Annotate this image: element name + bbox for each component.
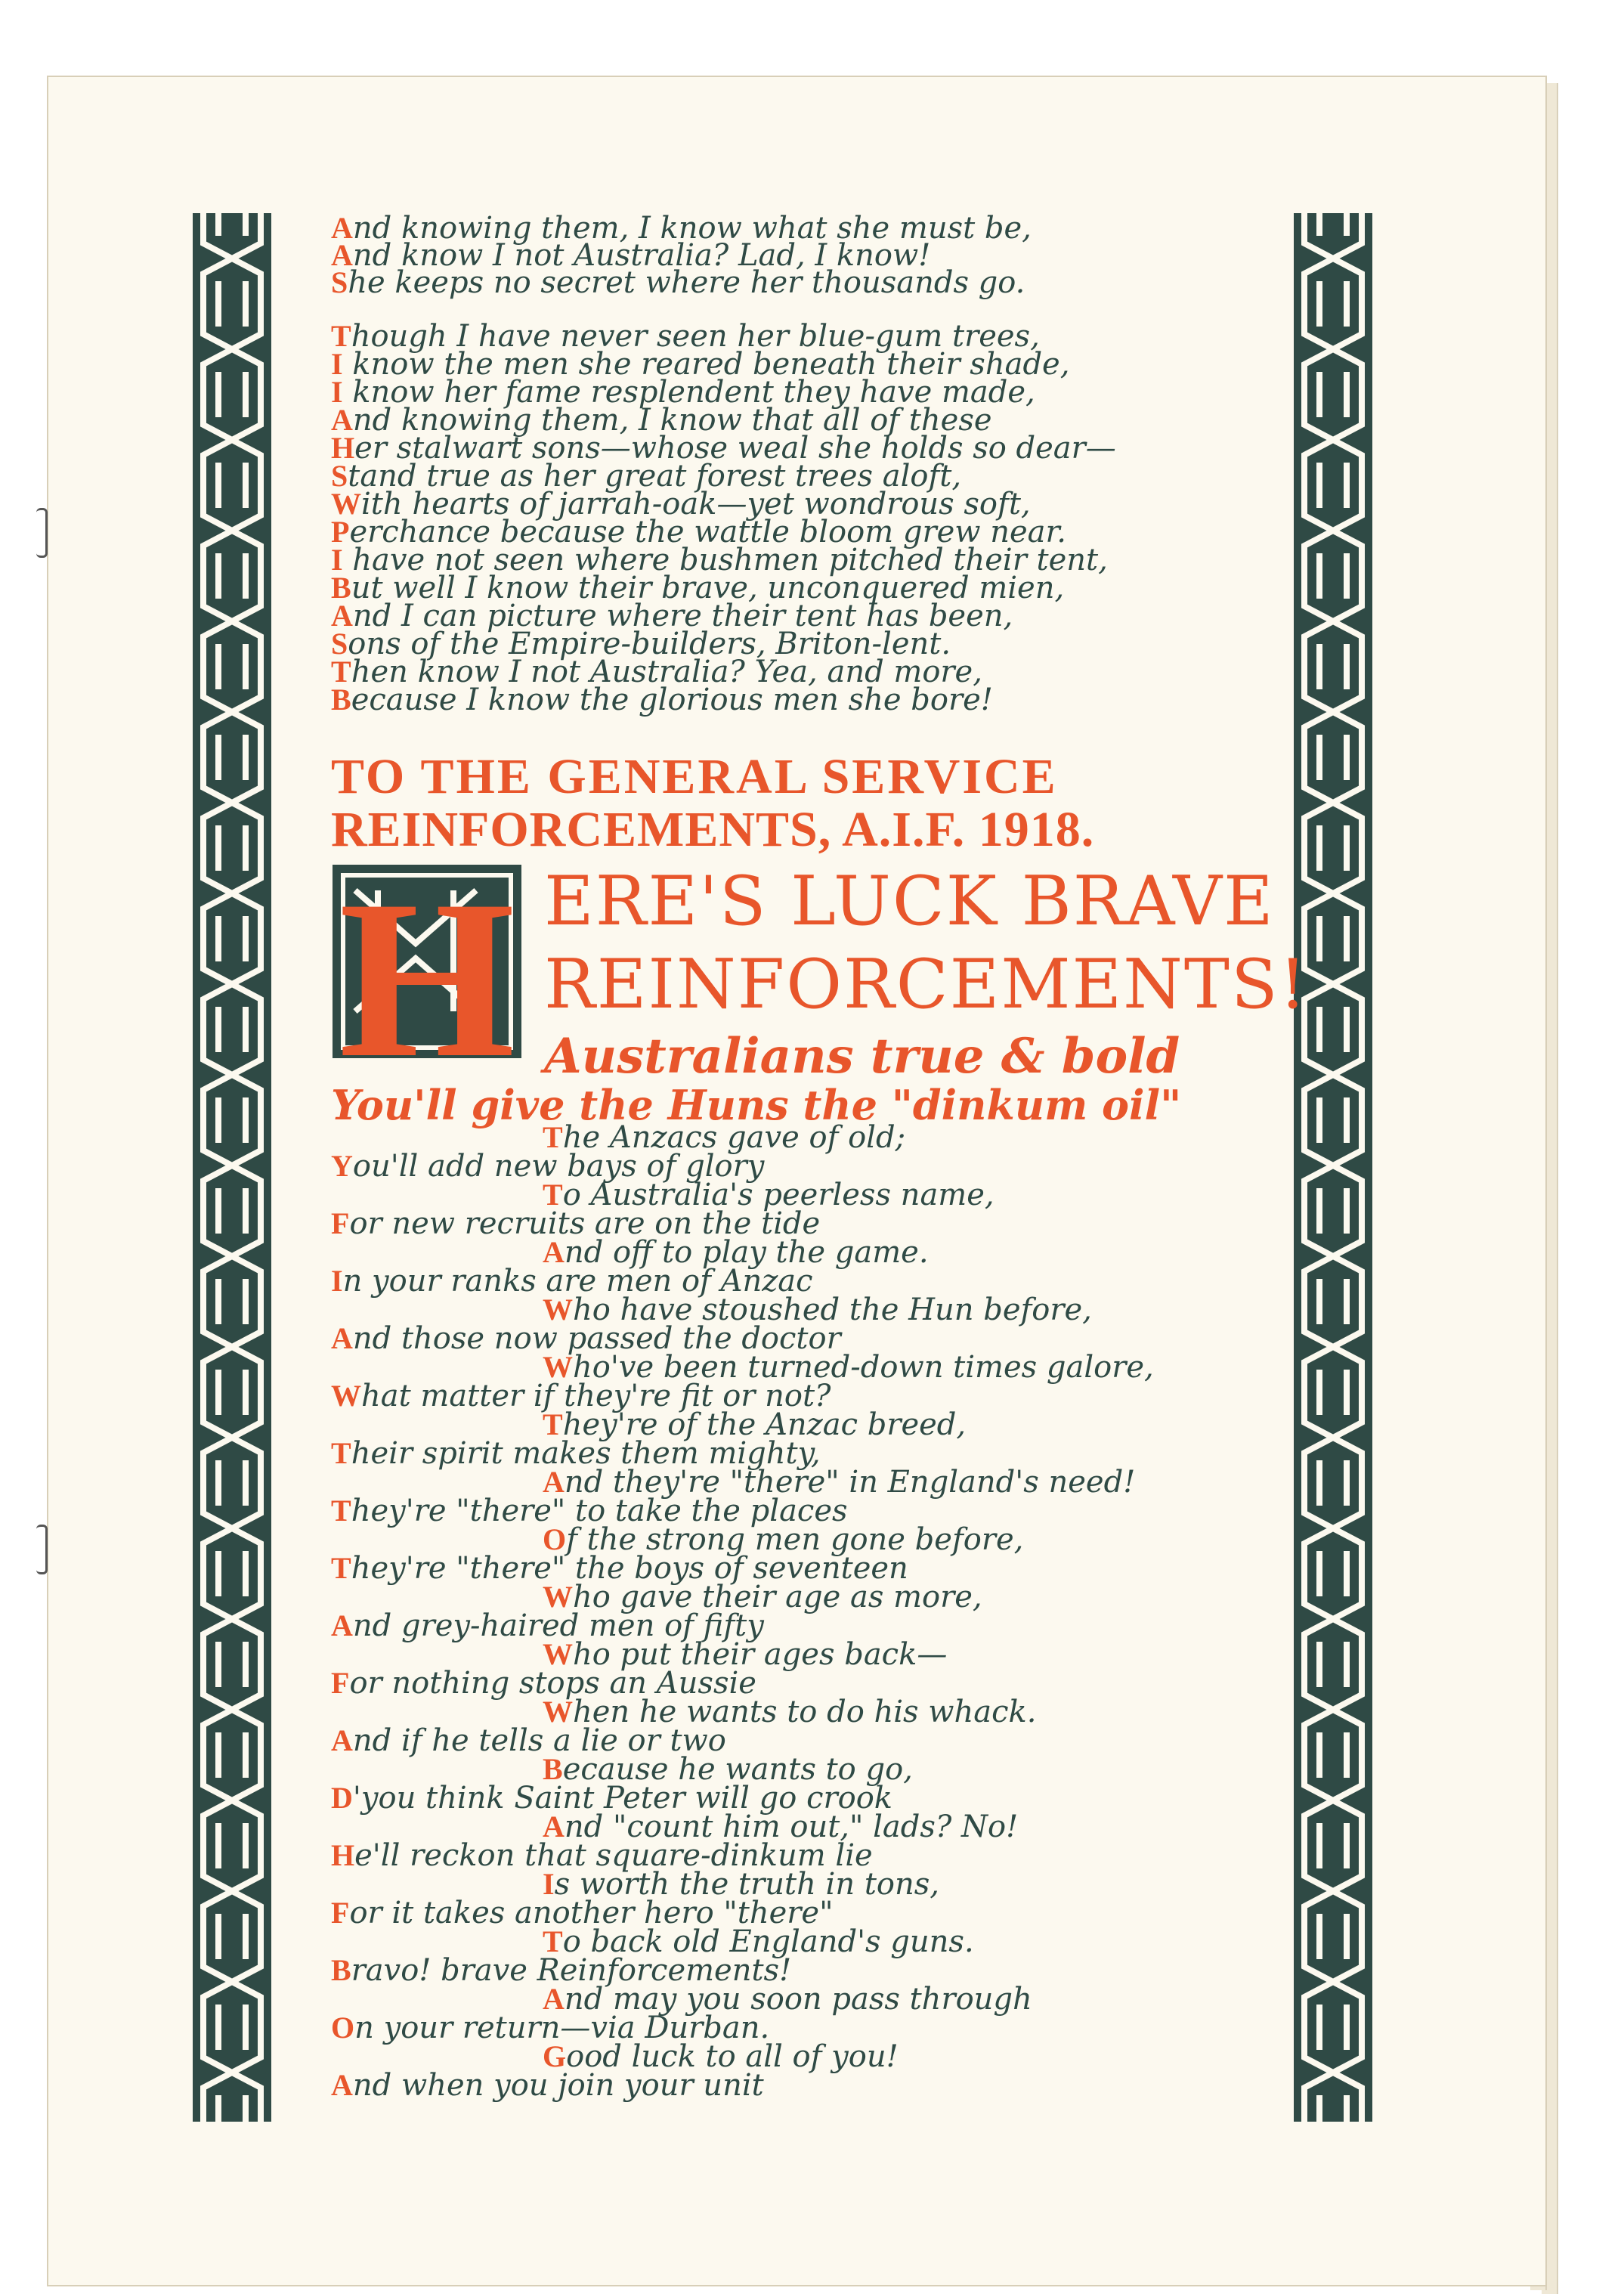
verse-line: Though I have never seen her blue-gum trees, [331,319,1040,354]
verse-line: She keeps no secret where her thousands go. [331,265,1025,300]
poem-line [543,1754,913,1785]
poem-line [331,1723,726,1758]
poem-line [543,1812,1018,1842]
poem-line-initial: I [543,1867,555,1901]
poem-line [543,1697,1037,1727]
verse-line: I know her fame resplendent they have made, [331,375,1035,410]
poem-line [543,1237,929,1268]
poem-line-initial: B [543,1752,563,1786]
poem-line-text: heir spirit makes them mighty, [351,1436,821,1471]
poem-line [543,1982,1032,2017]
poem-line-initial: A [331,1723,353,1757]
poem-line-initial: Y [331,1149,353,1183]
poem-line-initial: W [331,1379,361,1413]
poem-line [331,1323,841,1354]
left-border-band [193,213,271,2122]
poem-line-initial: O [543,1522,567,1556]
poem-line-text: nd when you join your unit [352,2068,764,2103]
poem-line [331,1666,756,1701]
poem-line-initial: T [543,1407,563,1441]
poem-line-text: ho've been turned-down times galore, [573,1350,1154,1385]
poem-line-initial: T [543,1178,563,1212]
poem-line-initial: T [543,1924,563,1958]
poem-line-initial: A [331,1321,353,1355]
poem-line-text: hey're "there" the boys of seventeen [351,1551,908,1586]
poem-line [543,1295,1092,1325]
poem-line-initial: B [331,1953,351,1987]
poem-line-initial: D [331,1781,353,1815]
verse-line: Because I know the glorious men she bore! [331,683,993,717]
verse-line: Perchance because the wattle bloom grew near. [331,515,1066,550]
poem-line-initial: A [331,1608,353,1642]
poem-line-text: ho put their ages back— [573,1637,948,1672]
poem-line-text: hey're "there" to take the places [351,1494,848,1528]
poem-line [331,1206,821,1241]
poem-line-initial: A [543,1982,565,2016]
staple [36,508,48,558]
poem-line-text: hey're of the Anzac breed, [562,1407,967,1442]
poem-line-initial: O [331,2011,355,2045]
poem-line-text: nd those now passed the doctor [352,1321,841,1356]
poem-line-initial: T [331,1436,351,1470]
poem-line-initial: W [543,1637,573,1671]
poem-line-initial: T [543,1120,563,1154]
poem-line-initial: I [331,1264,343,1298]
poem-line [331,1781,893,1816]
poem-line-initial: W [543,1695,573,1729]
poem-line [543,1465,1136,1500]
verse-line: And knowing them, I know that all of these [331,403,992,438]
poem-line [331,1608,764,1643]
poem-line-initial: A [543,1465,565,1499]
dedication-heading-line-1: TO THE GENERAL SERVICE [331,749,1058,804]
poem-line [331,1264,813,1299]
poem-line [331,1955,791,1986]
poem-line [331,2070,764,2101]
script-line-1: ERE'S LUCK BRAVE [544,862,1275,941]
poem-line [331,1553,908,1584]
big-initial-letter: H [339,860,515,1064]
poem-line-text: nd grey-haired men of fifty [352,1608,764,1643]
poem-line-text: 'you think Saint Peter will go crook [352,1781,893,1816]
poem-line [331,1840,873,1871]
verse-line: And I can picture where their tent has been, [331,599,1013,633]
poem-line-initial: A [331,2068,353,2102]
poem-line-text: nd if he tells a lie or two [352,1723,726,1758]
verse-line: Stand true as her great forest trees aloft, [331,459,962,494]
poem-line-initial: G [543,2039,567,2073]
poem-line-text: o Australia's peerless name, [562,1178,995,1212]
poem-line-text: ho have stoushed the Hun before, [573,1293,1092,1327]
poem-line-text: or new recruits are on the tide [349,1206,821,1241]
poem-line-text: nd may you soon pass through [564,1982,1032,2017]
poem-line-initial: T [331,1494,351,1528]
poem-line-initial: W [543,1350,573,1384]
poem-line [331,2013,769,2043]
staple [36,1525,48,1574]
verse-line: Sons of the Empire-builders, Briton-lent. [331,627,951,661]
poem-line [543,1867,939,1902]
poem-line [543,1122,905,1153]
poem-line [543,1350,1154,1385]
poem-line-text: n your ranks are men of Anzac [342,1264,813,1299]
poem-line-text: ravo! brave Reinforcements! [351,1953,792,1988]
poem-line-text: o back old England's guns. [562,1924,974,1959]
verse-line: I have not seen where bushmen pitched their tent, [331,543,1108,577]
poem-line-text: ecause he wants to go, [562,1752,913,1787]
poem-line [331,1496,848,1526]
verse-line: But well I know their brave, unconquered mien, [331,571,1065,605]
verse-line: Her stalwart sons—whose weal she holds so dear— [331,431,1116,466]
poem-line [331,1898,834,1928]
poem-line [543,2039,899,2074]
verse-line: And knowing them, I know what she must be, [331,211,1032,246]
poem-line-text: e'll reckon that square-dinkum lie [354,1838,873,1873]
verse-line: I know the men she reared beneath their shade, [331,347,1070,382]
poem-line-text: nd "count him out," lads? No! [564,1810,1019,1844]
poem-line-text: nd off to play the game. [564,1235,929,1270]
right-border-band [1294,213,1372,2122]
poem-line-text: or nothing stops an Aussie [349,1666,756,1701]
poem-line [331,1438,821,1469]
dedication-heading-line-2: REINFORCEMENTS, A.I.F. 1918. [331,802,1095,857]
poem-line-initial: F [331,1896,350,1930]
poem-line-text: hat matter if they're fit or not? [361,1379,831,1413]
poem-line-text: f the strong men gone before, [566,1522,1024,1557]
poem-line-initial: W [543,1293,573,1327]
poem-line-initial: F [331,1666,350,1700]
poem-line [543,1407,967,1442]
poem-line-text: nd they're "there" in England's need! [564,1465,1136,1500]
poem-line [543,1522,1024,1557]
poem-line-initial: T [331,1551,351,1585]
poem-line-text: s worth the truth in tons, [554,1867,939,1902]
poem-line-initial: W [543,1580,573,1614]
verse-line: Then know I not Australia? Yea, and more, [331,655,982,689]
verse-line: With hearts of jarrah-oak—yet wondrous soft, [331,487,1031,522]
poem-line [543,1639,947,1670]
illuminated-initial [333,860,527,1064]
poem-line [543,1582,982,1612]
poem-line-text: n your return—via Durban. [354,2011,770,2045]
poem-line [543,1180,995,1210]
poem-line-text: he Anzacs gave of old; [562,1120,906,1155]
poem-line-text: hen he wants to do his whack. [573,1695,1037,1729]
poem-line-text: or it takes another hero "there" [349,1896,834,1930]
script-line-3: Australians true & bold [544,1028,1180,1085]
verse-line: And know I not Australia? Lad, I know! [331,238,931,273]
poem-line-text: ou'll add new bays of glory [352,1149,765,1184]
poem-line [331,1149,765,1184]
poem-line-initial: H [331,1838,355,1872]
poem-line [543,1924,974,1959]
poem-line-text: ood luck to all of you! [566,2039,899,2074]
poem-line-initial: F [331,1206,350,1240]
poem-line-text: ho gave their age as more, [573,1580,982,1614]
poem-line-initial: A [543,1235,565,1269]
script-line-4: You'll give the Huns the "dinkum oil" [331,1081,1182,1129]
script-line-2: REINFORCEMENTS! [544,945,1308,1024]
poem-line [331,1381,831,1411]
poem-line-initial: A [543,1810,565,1844]
